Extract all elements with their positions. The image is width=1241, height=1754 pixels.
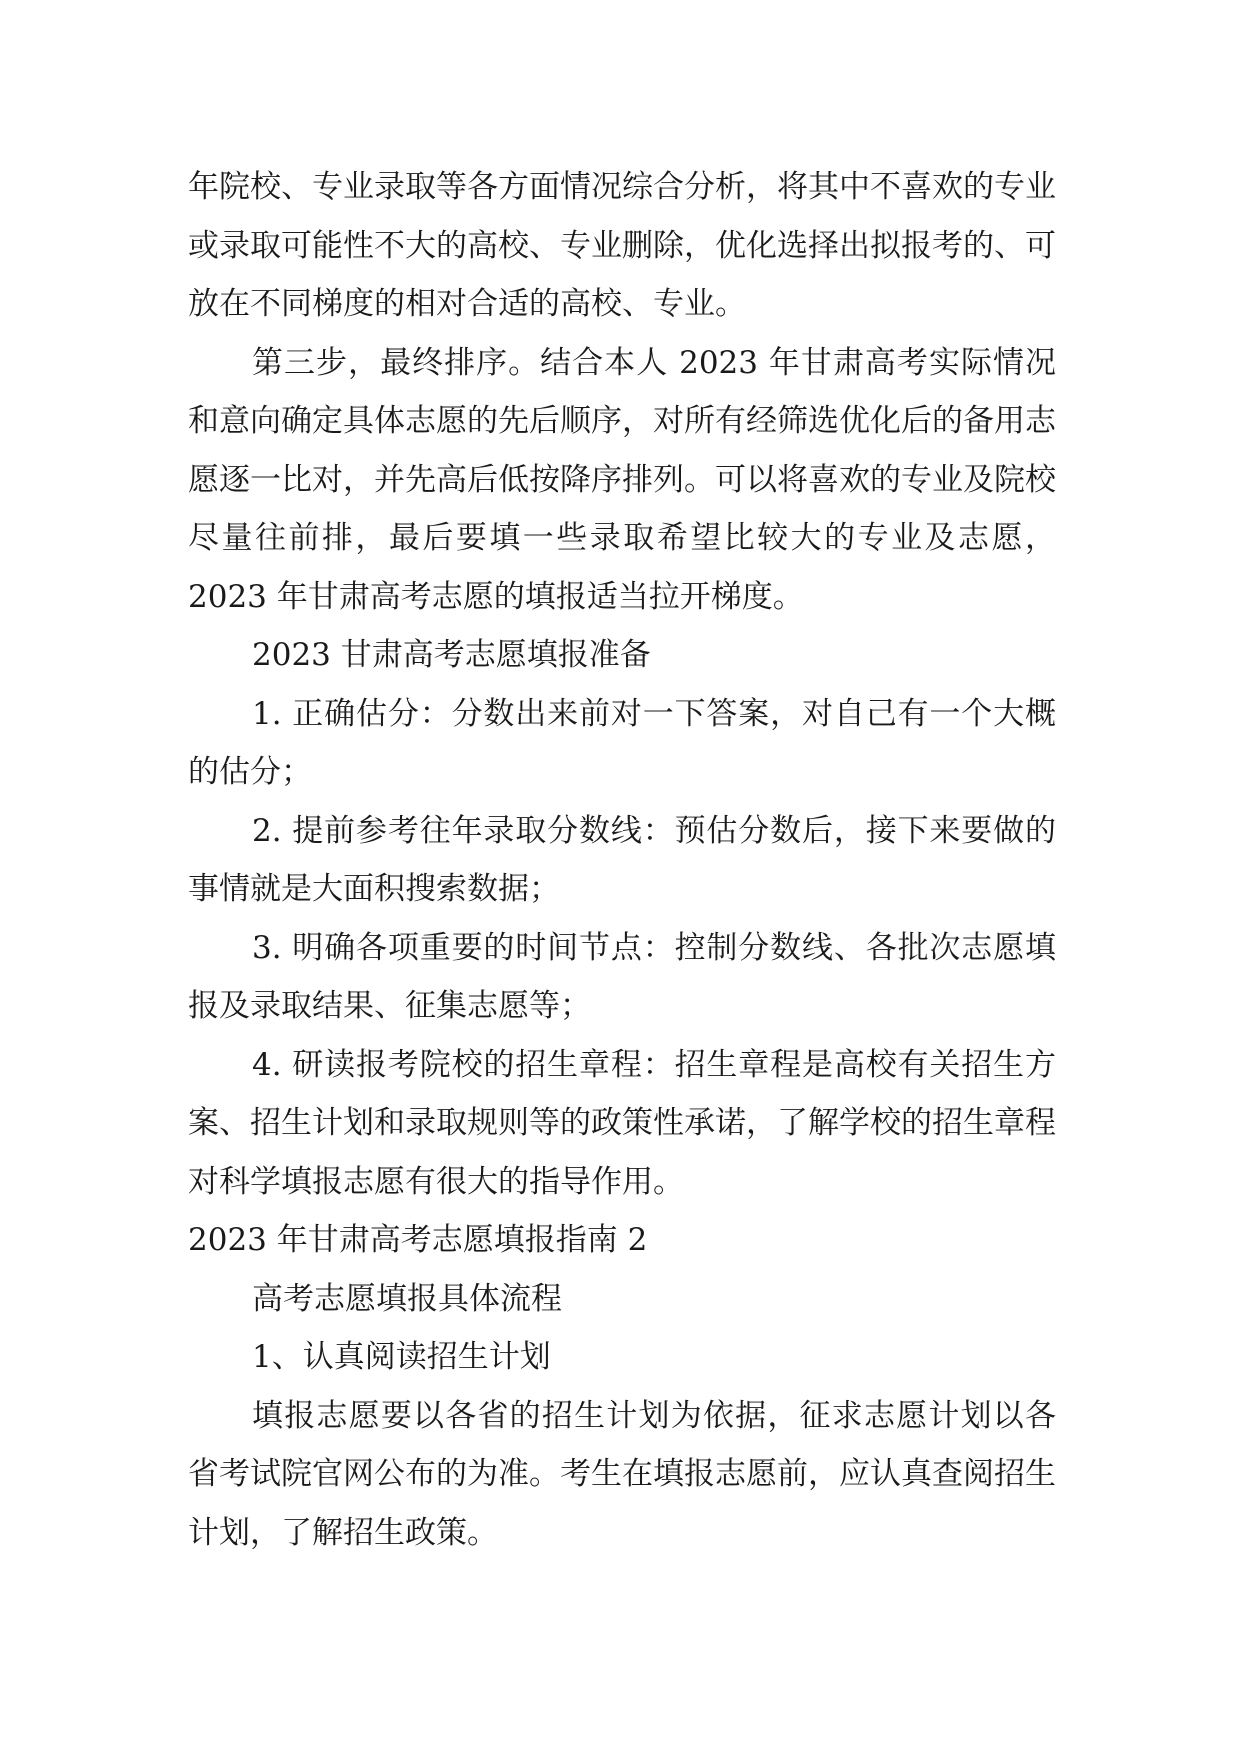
list-item-1: 1. 正确估分：分数出来前对一下答案，对自己有一个大概的估分； bbox=[188, 695, 1056, 790]
document-body bbox=[188, 158, 1056, 1562]
paragraph-continued: 年院校、专业录取等各方面情况综合分析，将其中不喜欢的专业或录取可能性不大的高校、专业删除，优化选择出拟报考的、可放在不同梯度的相对合适的高校、专业。 bbox=[188, 169, 1056, 322]
paragraph-step-three: 第三步，最终排序。结合本人 2023 年甘肃高考实际情况和意向确定具体志愿的先后顺序，对所有经筛选优化后的备用志愿逐一比对，并先高后低按降序排列。可以将喜欢的专业及院校尽量往前排，最后要填一些录取希望比较大的专业及志愿，2023 年甘肃高考志愿的填报适当拉开梯度。 bbox=[188, 344, 1056, 615]
section-heading-process: 高考志愿填报具体流程 bbox=[252, 1280, 562, 1317]
list-item-2: 2. 提前参考往年录取分数线：预估分数后，接下来要做的事情就是大面积搜索数据； bbox=[188, 812, 1056, 907]
list-item-4: 4. 研读报考院校的招生章程：招生章程是高校有关招生方案、招生计划和录取规则等的政策性承诺，了解学校的招生章程对科学填报志愿有很大的指导作用。 bbox=[188, 1046, 1056, 1200]
article-title-2: 2023 年甘肃高考志愿填报指南 2 bbox=[188, 1222, 648, 1258]
subheading-step-1: 1、认真阅读招生计划 bbox=[252, 1339, 551, 1375]
list-item-3: 3. 明确各项重要的时间节点：控制分数线、各批次志愿填报及录取结果、征集志愿等； bbox=[188, 929, 1056, 1024]
section-heading-preparation: 2023 甘肃高考志愿填报准备 bbox=[252, 637, 651, 673]
paragraph-enrollment-plan: 填报志愿要以各省的招生计划为依据，征求志愿计划以各省考试院官网公布的为准。考生在填报志愿前，应认真查阅招生计划，了解招生政策。 bbox=[188, 1397, 1056, 1551]
